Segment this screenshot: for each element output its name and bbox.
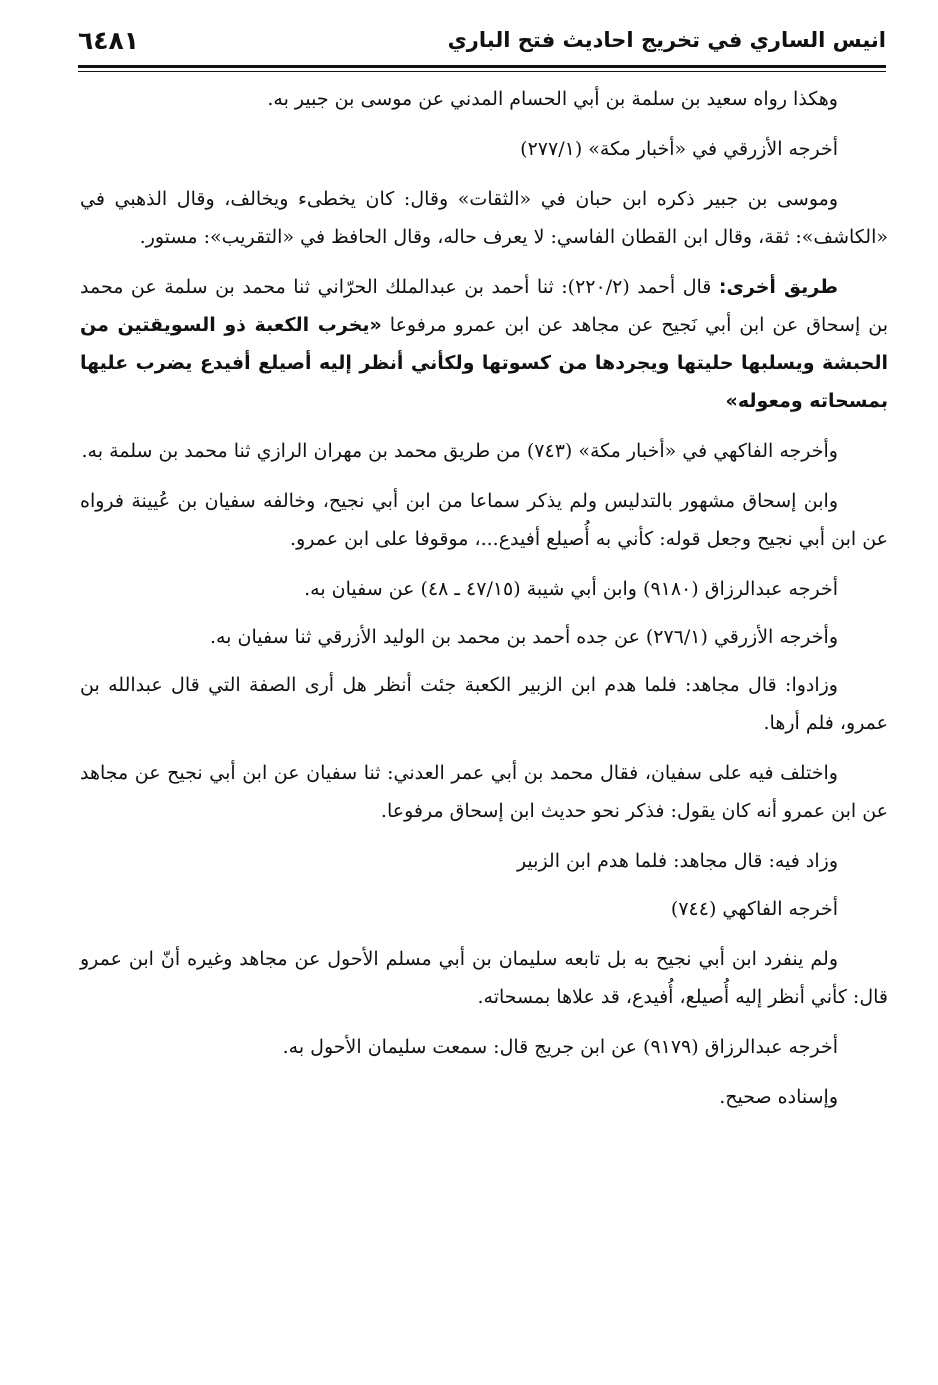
paragraph: أخرجه عبدالرزاق (٩١٨٠) وابن أبي شيبة (٤٧/١٥ ـ ٤٨) عن سفيان به. [304,578,838,600]
page-header [78,22,886,62]
page-body [80,80,888,1128]
paragraph: وابن إسحاق مشهور بالتدليس ولم يذكر سماعا من ابن أبي نجيح، وخالفه سفيان بن عُيينة فرواه عن ابن أبي نجيح وجعل قوله: كأني به أُصيلع أفيدع...، موقوفا على ابن عمرو. [80,490,888,550]
paragraph: وأخرجه الفاكهي في «أخبار مكة» (٧٤٣) من طريق محمد بن مهران الرازي ثنا محمد بن سلمة به. [81,440,838,462]
paragraph: أخرجه الأزرقي في «أخبار مكة» (٢٧٧/١) [520,138,838,160]
paragraph: وزادوا: قال مجاهد: فلما هدم ابن الزبير الكعبة جئت أنظر هل أرى الصفة التي قال عبدالله بن عمرو، فلم أرها. [80,674,888,734]
paragraph: واختلف فيه على سفيان، فقال محمد بن أبي عمر العدني: ثنا سفيان عن ابن أبي نجيح عن مجاهد عن ابن عمرو أنه كان يقول: فذكر نحو حديث ابن إسحاق مرفوعا. [80,762,888,822]
header-rule-thin [78,71,886,72]
paragraph: أخرجه عبدالرزاق (٩١٧٩) عن ابن جريج قال: سمعت سليمان الأحول به. [282,1036,838,1058]
paragraph: وأخرجه الأزرقي (٢٧٦/١) عن جده أحمد بن محمد بن الوليد الأزرقي ثنا سفيان به. [209,626,838,648]
paragraph [80,268,888,420]
running-title: انيس الساري في تخريج احاديث فتح الباري [447,28,886,52]
paragraph: ولم ينفرد ابن أبي نجيح به بل تابعه سليمان بن أبي مسلم الأحول عن مجاهد وغيره أنّ ابن عمرو قال: كأني أنظر إليه أُصيلع، أُفيدع، قد علاها بمسحاته. [80,948,888,1008]
section-lead: طريق أخرى: [718,276,838,298]
paragraph-text: قال أحمد (٢٢٠/٢): ثنا أحمد بن عبدالملك الحرّاني ثنا محمد بن سلمة عن محمد بن إسحاق عن ابن أبي نَجيح عن مجاهد عن ابن عمرو مرفوعا [80,276,888,336]
paragraph: وهكذا رواه سعيد بن سلمة بن أبي الحسام المدني عن موسى بن جبير به. [267,88,838,110]
paragraph: أخرجه الفاكهي (٧٤٤) [670,898,838,920]
header-rule-thick [78,65,886,68]
paragraph: وإسناده صحيح. [719,1086,838,1108]
page-number: ٦٤٨١ [78,26,140,55]
paragraph: وزاد فيه: قال مجاهد: فلما هدم ابن الزبير [516,850,838,872]
paragraph: وموسى بن جبير ذكره ابن حبان في «الثقات» وقال: كان يخطىء ويخالف، وقال الذهبي في «الكاشف»: ثقة، وقال ابن القطان الفاسي: لا يعرف حاله، وقال الحافظ في «التقريب»: مستور. [80,188,888,248]
hadith-text: «يخرب الكعبة ذو السويقتين من الحبشة ويسلبها حليتها ويجردها من كسوتها ولكأني أنظر إليه أصيلع أفيدع يضرب عليها بمسحاته ومعوله» [80,314,888,412]
